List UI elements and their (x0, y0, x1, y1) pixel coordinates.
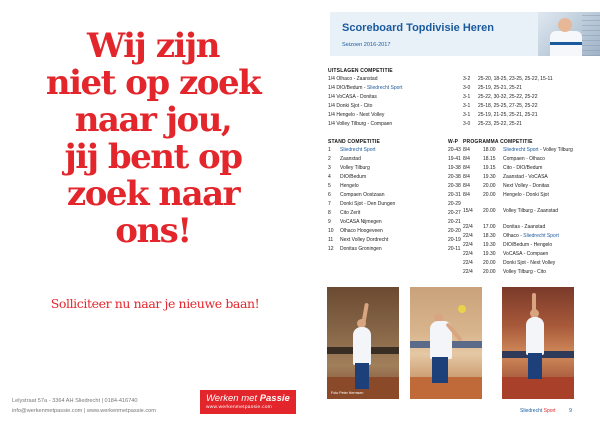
standings-team: Sliedrecht Sport (340, 147, 376, 153)
headline-line-5: zoek naar (66, 174, 240, 214)
standings-team: Volley Tilburg (340, 165, 370, 171)
headline-line-1: Wij zijn (87, 26, 219, 66)
standings-pos: 11 (328, 237, 334, 243)
program-date: 8/4 (463, 183, 470, 189)
standings-wp: 20-43 (448, 147, 461, 153)
standings-wp: 20-21 (448, 219, 461, 225)
program-match: Hengelo - Donki Sjot (503, 192, 549, 198)
standings-pos: 3 (328, 165, 331, 171)
standings-pos: 10 (328, 228, 334, 234)
program-time: 19.30 (483, 242, 496, 248)
standings-pos: 12 (328, 246, 334, 252)
standings-wp: 20-20 (448, 228, 461, 234)
program-match: Volley Tilburg - Cito (503, 269, 547, 275)
standings-wp-header: W-P (448, 139, 459, 145)
program-date: 22/4 (463, 269, 473, 275)
standings-team: Donki Sjot - Den Dungen (340, 201, 396, 207)
brand-logo (200, 390, 296, 414)
program-time: 17.00 (483, 224, 496, 230)
standings-team: Cito Zerit (340, 210, 361, 216)
volleyball-photo-2 (410, 287, 482, 399)
volleyball-photo-1 (327, 287, 399, 399)
standings-team: Zaanstad (340, 156, 361, 162)
standings-wp: 20-38 (448, 174, 461, 180)
result-match: 1/4 Olhaco - Zaanstad (328, 76, 378, 82)
program-match: Donki Sjot - Next Volley (503, 260, 556, 266)
program-match: Volley Tilburg - Zaanstad (503, 208, 559, 214)
result-sets: 25-19, 25-21, 25-21 (478, 85, 522, 91)
program-match-highlight: Sliedrecht Sport (503, 147, 539, 153)
volleyball-photo-3 (502, 287, 574, 399)
standings-pos: 7 (328, 201, 331, 207)
standings-pos: 6 (328, 192, 331, 198)
result-score: 3-2 (463, 76, 471, 82)
program-date: 8/4 (463, 165, 470, 171)
program-match-highlight: Sliedrecht Sport (523, 233, 559, 239)
standings-pos: 8 (328, 210, 331, 216)
result-sets: 25-20, 18-25, 23-25, 25-22, 15-11 (478, 76, 553, 82)
program-time: 19.30 (483, 251, 496, 257)
result-score: 3-0 (463, 121, 471, 127)
ad-headline (22, 28, 284, 250)
standings-team: Next Volley Dordrecht (340, 237, 389, 243)
program-date: 15/4 (463, 208, 473, 214)
result-match-prefix: 1/4 DIO/Bedum - (328, 85, 367, 91)
page-number: 9 (569, 408, 573, 414)
program-date: 22/4 (463, 233, 473, 239)
standings-wp: 20-29 (448, 201, 461, 207)
program-match: Donitas - Zaanstad (503, 224, 546, 230)
result-sets: 25-22, 30-32, 25-22, 25-22 (478, 94, 538, 100)
program-time: 19.30 (483, 174, 496, 180)
standings-wp: 20-19 (448, 237, 461, 243)
standings-pos: 9 (328, 219, 331, 225)
standings-team: VoCASA Nijmegen (340, 219, 382, 225)
club-footer-name: Sliedrecht (520, 408, 544, 414)
ad-email-website: info@werkenmetpassie.com | www.werkenmetpassie.com (12, 408, 156, 414)
program-time: 18.00 (483, 147, 496, 153)
program-time: 20.00 (483, 192, 496, 198)
standings-pos: 2 (328, 156, 331, 162)
result-match: 1/4 Hengelo - Next Volley (328, 112, 385, 118)
program-time: 20.00 (483, 260, 496, 266)
scoreboard-header (330, 12, 600, 56)
result-score: 3-1 (463, 103, 471, 109)
program-time: 20.00 (483, 208, 496, 214)
scoreboard-season: Seizoen 2016-2017 (342, 42, 391, 48)
program-date: 8/4 (463, 174, 470, 180)
program-date: 22/4 (463, 242, 473, 248)
program-time: 20.00 (483, 269, 496, 275)
result-match: 1/4 VoCASA - Donitas (328, 94, 377, 100)
program-match: Compaen - Olhaco (503, 156, 545, 162)
standings-wp: 20-27 (448, 210, 461, 216)
ad-address: Lelystraat 57a - 3364 AH Sliedrecht | 0184-416740 (12, 398, 138, 404)
program-time: 18.30 (483, 233, 496, 239)
program-match-prefix: Olhaco - (503, 233, 524, 239)
result-score: 3-1 (463, 94, 471, 100)
result-sets: 25-19, 21-25, 25-21, 25-21 (478, 112, 538, 118)
standings-team: Compaen Oostzaan (340, 192, 385, 198)
result-score: 3-0 (463, 85, 471, 91)
ad-subline: Solliciteer nu naar je nieuwe baan! (50, 296, 260, 311)
standings-team: Hengelo (340, 183, 359, 189)
standings-pos: 4 (328, 174, 331, 180)
result-sets: 25-23, 25-22, 25-21 (478, 121, 522, 127)
program-time: 20.00 (483, 183, 496, 189)
program-match (503, 232, 559, 240)
ad-contact-info (12, 396, 156, 416)
program-match: VoCASA - Compaen (503, 251, 549, 257)
headline-line-2: niet op zoek (45, 63, 261, 103)
program-time: 18.15 (483, 156, 496, 162)
program-date: 8/4 (463, 147, 470, 153)
result-match: 1/4 Donki Sjot - Cito (328, 103, 373, 109)
scoreboard-title: Scoreboard Topdivisie Heren (342, 22, 495, 34)
headline-line-6: ons! (115, 211, 191, 251)
standings-pos: 5 (328, 183, 331, 189)
header-player-photo (538, 12, 600, 56)
club-footer (520, 408, 556, 414)
standings-wp: 20-31 (448, 192, 461, 198)
result-score: 3-1 (463, 112, 471, 118)
brand-title-bold: Passie (259, 393, 290, 404)
program-date: 22/4 (463, 224, 473, 230)
program-date: 8/4 (463, 192, 470, 198)
brand-title-prefix: Werken met (206, 393, 260, 404)
result-sets: 25-18, 25-25, 27-25, 25-22 (478, 103, 538, 109)
headline-line-4: jij bent op (64, 137, 242, 177)
standings-team: Olhaco Hoogeveen (340, 228, 383, 234)
standings-team: DIO/Bedum (340, 174, 367, 180)
club-footer-sport: Sport (543, 408, 556, 414)
standings-wp: 19-41 (448, 156, 461, 162)
program-time: 19.15 (483, 165, 496, 171)
program-title: PROGRAMMA COMPETITIE (463, 139, 533, 145)
standings-wp: 20-38 (448, 183, 461, 189)
program-match: Cito - DIO/Bedum (503, 165, 543, 171)
program-match (503, 146, 573, 154)
standings-title: STAND COMPETITIE (328, 139, 380, 145)
photo-credit: Foto Peter Hermsen (331, 391, 364, 395)
standings-wp: 20-11 (448, 246, 461, 252)
brand-title (206, 393, 290, 404)
result-match (328, 84, 402, 92)
program-date: 22/4 (463, 251, 473, 257)
program-match: DIO/Bedum - Hengelo (503, 242, 553, 248)
standings-pos: 1 (328, 147, 331, 153)
program-match: Zaanstad - VoCASA (503, 174, 548, 180)
result-match: 1/4 Volley Tilburg - Compaen (328, 121, 393, 127)
program-date: 8/4 (463, 156, 470, 162)
result-match-highlight: Sliedrecht Sport (366, 85, 403, 91)
program-date: 22/4 (463, 260, 473, 266)
program-match-rest: - Volley Tilburg (538, 147, 573, 153)
program-match: Next Volley - Donitas (503, 183, 550, 189)
standings-wp: 19-38 (448, 165, 461, 171)
results-title: UITSLAGEN COMPETITIE (328, 68, 393, 74)
standings-team: Donitas Groningen (340, 246, 382, 252)
brand-url: www.werkenmetpassie.com (206, 405, 273, 410)
headline-line-3: naar jou, (74, 100, 232, 140)
